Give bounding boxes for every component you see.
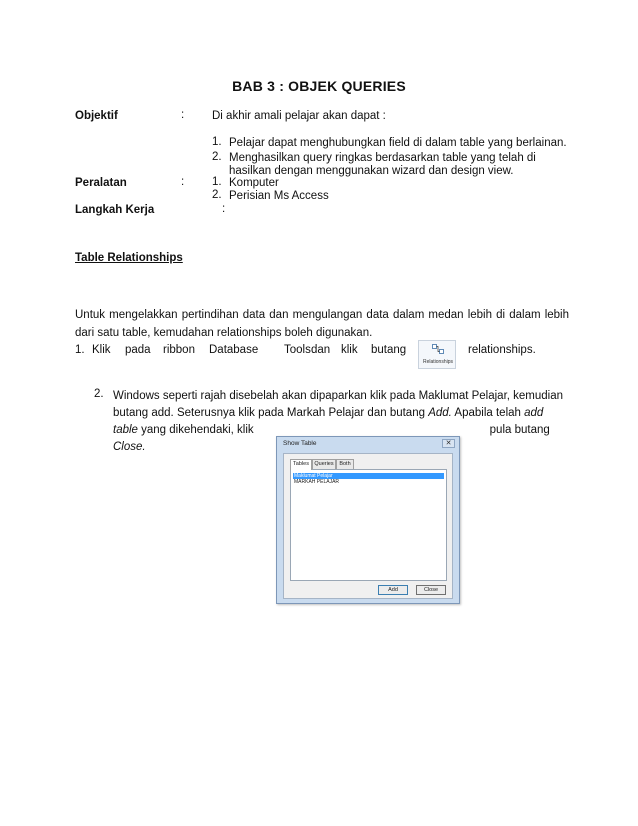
section-title: Table Relationships bbox=[75, 252, 183, 264]
objektif-item-text: hasilkan dengan menggunakan wizard dan design view. bbox=[229, 165, 514, 177]
peralatan-colon: : bbox=[181, 176, 185, 188]
add-button[interactable]: Add bbox=[378, 585, 408, 595]
peralatan-item-num: 2. bbox=[212, 189, 222, 201]
show-table-dialog bbox=[276, 436, 460, 604]
step-2-close: Close. bbox=[113, 441, 146, 453]
step-2-text-a: Windows seperti rajah disebelah akan dipaparkan klik pada Maklumat Pelajar, kemudian butang add. Seterusnya klik pada Markah Pelajar dan butang bbox=[113, 390, 564, 419]
step-2-text-c: yang dikehendaki, klik bbox=[137, 424, 254, 436]
intro-paragraph: Untuk mengelakkan pertindihan data dan mengulangan data dalam medan lebih di dalam lebih dari satu table, kemudahan relationships boleh digunakan. bbox=[75, 309, 569, 339]
objektif-item-text: Menghasilkan query ringkas berdasarkan table yang telah di bbox=[229, 152, 536, 164]
tab-tables[interactable]: Tables bbox=[290, 459, 312, 470]
list-item[interactable]: MARKAH PELAJAR bbox=[294, 479, 340, 485]
close-button[interactable]: Close bbox=[416, 585, 446, 595]
step-1-word: ribbon bbox=[163, 344, 195, 356]
peralatan-label: Peralatan bbox=[75, 177, 127, 189]
objektif-label: Objektif bbox=[75, 110, 118, 122]
tab-both[interactable]: Both bbox=[336, 459, 354, 469]
objektif-item-num: 2. bbox=[212, 151, 222, 163]
page-title: BAB 3 : OBJEK QUERIES bbox=[232, 78, 406, 94]
step-1-word: dan bbox=[311, 344, 331, 356]
relationships-button[interactable] bbox=[418, 340, 456, 369]
objektif-colon: : bbox=[181, 109, 185, 121]
objektif-item-text: Pelajar dapat menghubungkan field di dalam table yang berlainan. bbox=[229, 137, 567, 149]
langkah-label: Langkah Kerja bbox=[75, 204, 155, 216]
step-1-word: klik bbox=[341, 344, 358, 356]
step-1-word: Klik bbox=[92, 344, 111, 356]
relationships-button-label: Relationships bbox=[422, 359, 454, 365]
step-2-number: 2. bbox=[94, 388, 104, 400]
tab-queries[interactable]: Queries bbox=[312, 459, 336, 469]
peralatan-item-text: Perisian Ms Access bbox=[229, 190, 329, 202]
dialog-title: Show Table bbox=[283, 440, 317, 447]
dialog-close-icon[interactable]: ✕ bbox=[442, 439, 455, 448]
step-2-add: Add. bbox=[428, 407, 452, 419]
step-1-after: relationships. bbox=[468, 344, 536, 356]
langkah-colon: : bbox=[222, 203, 226, 215]
step-1-word: butang bbox=[371, 344, 407, 356]
step-2-text-d: pula butang bbox=[489, 424, 550, 436]
peralatan-item-num: 1. bbox=[212, 176, 222, 188]
objektif-intro: Di akhir amali pelajar akan dapat : bbox=[212, 110, 386, 122]
step-2-add-table: add table bbox=[113, 407, 544, 436]
step-1-word: Database bbox=[209, 344, 259, 356]
table-listbox[interactable] bbox=[290, 469, 447, 581]
peralatan-item-text: Komputer bbox=[229, 177, 279, 189]
objektif-item-num: 1. bbox=[212, 136, 222, 148]
step-1-word: Tools bbox=[284, 344, 311, 356]
step-1-number: 1. bbox=[75, 344, 85, 356]
step-2-text-b: Apabila telah bbox=[451, 407, 525, 419]
step-1-word: pada bbox=[125, 344, 151, 356]
dialog-body bbox=[283, 453, 453, 599]
list-item[interactable]: Maklumat Pelajar bbox=[293, 473, 444, 479]
relationships-icon bbox=[432, 344, 444, 355]
